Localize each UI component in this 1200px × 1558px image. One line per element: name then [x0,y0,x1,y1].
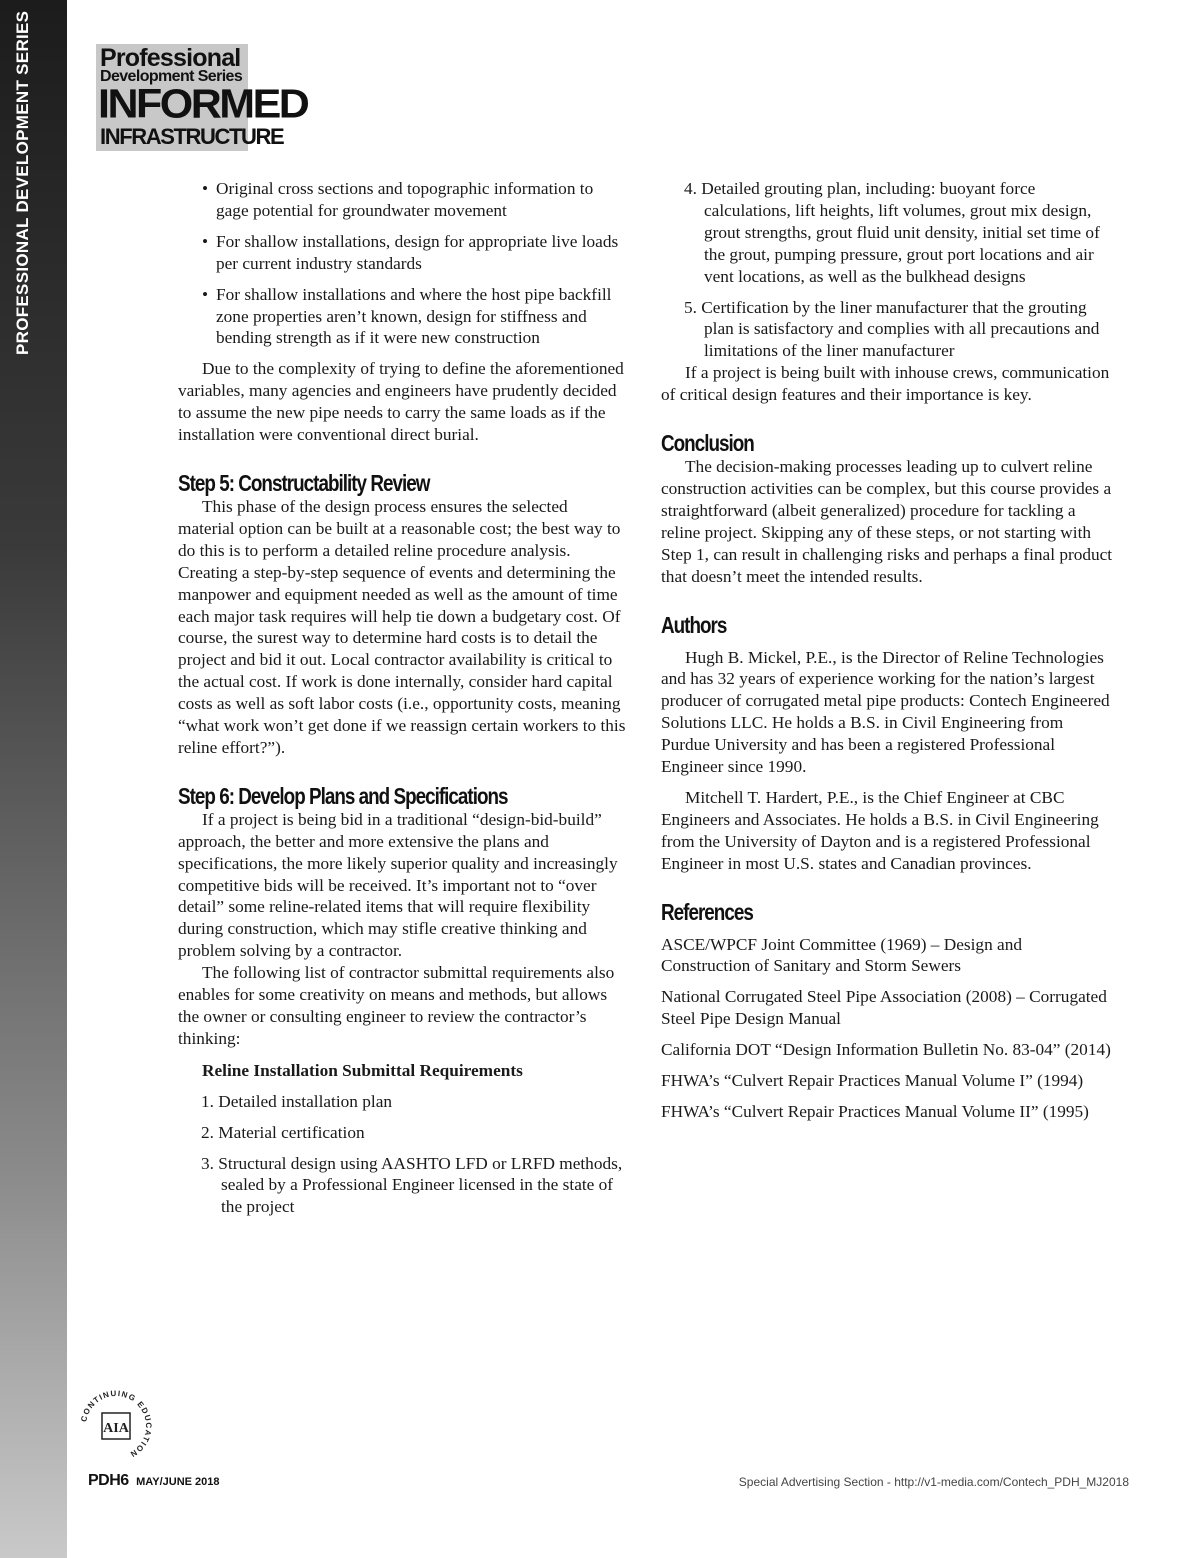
logo-line-professional: Professional [100,44,241,72]
heading-references: References [661,898,753,925]
list-item: 3. Structural design using AASHTO LFD or LRFD methods, sealed by a Professional Engineer licensed in the state of the project [201,1153,623,1217]
footer-advertising-note: Special Advertising Section - http://v1-media.com/Contech_PDH_MJ2018 [738,1475,1129,1489]
reference-item: California DOT “Design Information Bulletin No. 83-04” (2014) [661,1040,1111,1060]
paragraph-conclusion: The decision-making processes leading up to culvert reline construction activities can be complex, but this course provides a straightforward (albeit generalized) procedure for tackling a reline project. Skipping any of these steps, or not starting with Step 1, can result in challenging risks and perhaps a final product that doesn’t meet the intended results. [661,457,1113,586]
footer-page-info [88,1472,220,1490]
reference-item: FHWA’s “Culvert Repair Practices Manual Volume II” (1995) [661,1102,1089,1121]
paragraph-step6-a: If a project is being bid in a traditional “design-bid-build” approach, the better and more extensive the plans and specifications, the more likely superior quality and increasingly competitive bids will be received. It’s important not to “over detail” some reline-related items that will require flexibility during construction, which may stifle creative thinking and problem solving by a contractor. [178,809,618,961]
paragraph-author-2: Mitchell T. Hardert, P.E., is the Chief Engineer at CBC Engineers and Associates. He holds a B.S. in Civil Engineering from the University of Dayton and is a registered Professional Engineer in most U.S. states and Canadian provinces. [661,787,1099,873]
paragraph-complexity: Due to the complexity of trying to define the aforementioned variables, many agencies and engineers have prudently decided to assume the new pipe needs to carry the same loads as if the installation were conventional direct burial. [178,359,624,445]
reference-item: ASCE/WPCF Joint Committee (1969) – Design and Construction of Sanitary and Storm Sewers [661,934,1022,976]
paragraph-inhouse: If a project is being built with inhouse crews, communication of critical design features and their importance is key. [661,363,1110,405]
seal-ring-text: CONTINUING EDUCATION [79,1388,154,1460]
list-item: • Original cross sections and topographic information to gage potential for groundwater movement [178,178,628,222]
list-item: 4. Detailed grouting plan, including: buoyant force calculations, lift heights, lift volumes, grout mix design, grout strengths, grout fluid unit density, initial set time of the grout, pumping pressure, grout port locations and air vent locations, as well as the bulkhead designs [684,179,1100,286]
numbered-list [178,1091,628,1219]
seal-mark: AIA [103,1421,129,1436]
list-item: 5. Certification by the liner manufacturer that the grouting plan is satisfactory and complies with all precautions and limitations of the liner manufacturer [684,297,1100,361]
numbered-list-continued [661,178,1113,362]
footer-page-number: PDH6 [88,1472,129,1489]
list-item: 2. Material certification [201,1122,365,1142]
aia-continuing-education-seal [76,1386,156,1466]
heading-step6: Step 6: Develop Plans and Specifications [178,782,508,809]
paragraph-author-1: Hugh B. Mickel, P.E., is the Director of Reline Technologies and has 32 years of experience working for the nation’s largest producer of corrugated metal pipe products: Contech Engineered Solutions LLC. He holds a B.S. in Civil Engineering from Purdue University and has been a registered Professional Engineer since 1990. [661,647,1110,777]
logo-line-development-series: Development Series [100,68,243,85]
logo-line-informed: INFORMED [98,81,308,127]
reference-item: FHWA’s “Culvert Repair Practices Manual Volume I” (1994) [661,1071,1084,1091]
list-item: 1. Detailed installation plan [201,1091,393,1111]
logo-line-infrastructure: INFRASTRUCTURE [100,124,284,149]
paragraph-step5: This phase of the design process ensures the selected material option can be built at a reasonable cost; the best way to do this is to perform a detailed reline procedure analysis. Creating a step-by-step sequence of events and determining the manpower and equipment needed as well as the amount of time each major task requires will help tie down a budgetary cost. Of course, the surest way to determine hard costs is to detail the project and bid it out. Local contractor availability is critical to the actual cost. If work is done internally, consider hard capital costs as well as soft labor costs (i.e., opportunity costs, meaning “what work won’t get done if we reassign certain workers to this reline effort?”). [178,496,626,757]
list-item: • For shallow installations and where the host pipe backfill zone properties aren’t known, design for stiffness and bending strength as if it were new construction [178,284,628,350]
series-logo [96,44,308,151]
right-column [661,178,1113,1132]
submittal-subhead: Reline Installation Submittal Requirements [202,1060,523,1080]
heading-conclusion: Conclusion [661,430,754,457]
left-column [178,178,628,1227]
paragraph-step6-b: The following list of contractor submittal requirements also enables for some creativity on means and methods, but allows the owner or consulting engineer to review the contractor’s thinking: [178,963,615,1048]
bullet-list [178,178,628,349]
heading-authors: Authors [661,611,727,638]
footer-issue-date: MAY/JUNE 2018 [136,1476,220,1488]
list-item: • For shallow installations, design for appropriate live loads per current industry standards [178,231,628,275]
sidebar-label: PROFESSIONAL DEVELOPMENT SERIES [13,10,32,355]
sidebar-band [0,0,67,1558]
reference-item: National Corrugated Steel Pipe Association (2008) – Corrugated Steel Pipe Design Manual [661,987,1107,1029]
heading-step5: Step 5: Constructability Review [178,469,430,496]
